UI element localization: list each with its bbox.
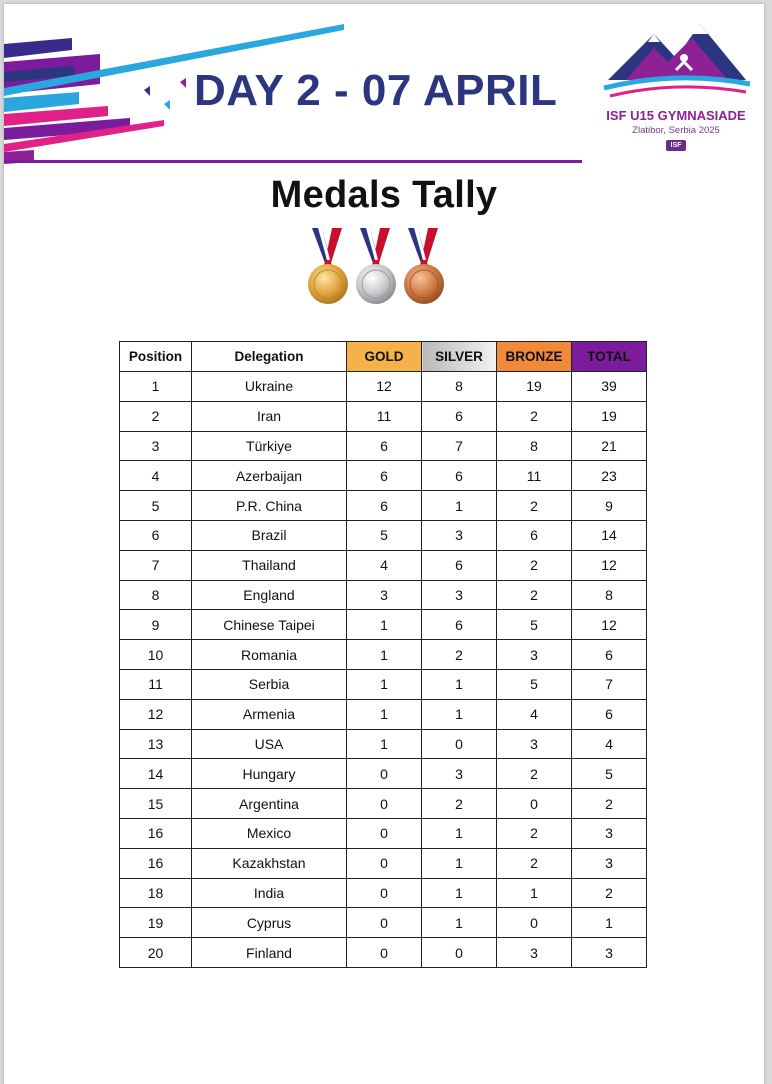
- gold-cell: 1: [347, 640, 422, 670]
- table-row: [120, 372, 647, 402]
- silver-cell: 1: [422, 669, 497, 699]
- table-row: [120, 580, 647, 610]
- delegation-cell: Thailand: [192, 550, 347, 580]
- silver-cell: 8: [422, 372, 497, 402]
- gold-cell: 1: [347, 729, 422, 759]
- table-row: [120, 610, 647, 640]
- day-title: DAY 2 - 07 APRIL: [194, 66, 558, 115]
- silver-cell: 6: [422, 610, 497, 640]
- event-logo: [596, 18, 756, 158]
- bronze-cell: 8: [497, 431, 572, 461]
- table-row: [120, 461, 647, 491]
- mountain-logo-icon: [596, 18, 756, 108]
- position-cell: 2: [120, 401, 192, 431]
- position-cell: 7: [120, 550, 192, 580]
- silver-cell: 3: [422, 580, 497, 610]
- delegation-cell: Romania: [192, 640, 347, 670]
- total-cell: 39: [572, 372, 647, 402]
- delegation-cell: Azerbaijan: [192, 461, 347, 491]
- silver-cell: 7: [422, 431, 497, 461]
- bronze-cell: 2: [497, 759, 572, 789]
- medal-icons-group: [304, 226, 454, 310]
- table-row: [120, 491, 647, 521]
- total-cell: 12: [572, 610, 647, 640]
- table-row: [120, 938, 647, 968]
- total-cell: 3: [572, 818, 647, 848]
- table-body: [120, 372, 647, 968]
- position-cell: 4: [120, 461, 192, 491]
- table-row: [120, 520, 647, 550]
- position-cell: 13: [120, 729, 192, 759]
- gold-cell: 0: [347, 789, 422, 819]
- delegation-cell: Brazil: [192, 520, 347, 550]
- position-cell: 3: [120, 431, 192, 461]
- total-cell: 14: [572, 520, 647, 550]
- table-row: [120, 878, 647, 908]
- delegation-cell: Finland: [192, 938, 347, 968]
- gold-cell: 6: [347, 491, 422, 521]
- position-cell: 1: [120, 372, 192, 402]
- table-row: [120, 818, 647, 848]
- delegation-cell: England: [192, 580, 347, 610]
- table-row: [120, 401, 647, 431]
- total-cell: 1: [572, 908, 647, 938]
- total-cell: 3: [572, 938, 647, 968]
- bronze-cell: 4: [497, 699, 572, 729]
- position-cell: 12: [120, 699, 192, 729]
- page-title: Medals Tally: [270, 174, 498, 216]
- total-cell: 23: [572, 461, 647, 491]
- table-row: [120, 908, 647, 938]
- gold-cell: 0: [347, 818, 422, 848]
- total-cell: 2: [572, 789, 647, 819]
- bronze-cell: 2: [497, 848, 572, 878]
- delegation-cell: Argentina: [192, 789, 347, 819]
- total-cell: 6: [572, 640, 647, 670]
- table-row: [120, 759, 647, 789]
- bronze-cell: 0: [497, 908, 572, 938]
- delegation-cell: Serbia: [192, 669, 347, 699]
- delegation-cell: Türkiye: [192, 431, 347, 461]
- table-row: [120, 669, 647, 699]
- isf-badge: ISF: [666, 140, 686, 151]
- silver-medal-icon: [356, 228, 396, 304]
- silver-cell: 1: [422, 818, 497, 848]
- position-cell: 19: [120, 908, 192, 938]
- total-cell: 12: [572, 550, 647, 580]
- position-column-header: Position: [120, 342, 192, 372]
- silver-cell: 0: [422, 729, 497, 759]
- position-cell: 16: [120, 848, 192, 878]
- position-cell: 6: [120, 520, 192, 550]
- delegation-cell: Kazakhstan: [192, 848, 347, 878]
- bronze-medal-icon: [404, 228, 444, 304]
- gold-cell: 1: [347, 699, 422, 729]
- table-row: [120, 789, 647, 819]
- bronze-cell: 2: [497, 550, 572, 580]
- bronze-cell: 11: [497, 461, 572, 491]
- table-row: [120, 729, 647, 759]
- bronze-cell: 3: [497, 729, 572, 759]
- bronze-cell: 5: [497, 610, 572, 640]
- total-cell: 8: [572, 580, 647, 610]
- bronze-cell: 19: [497, 372, 572, 402]
- bronze-cell: 5: [497, 669, 572, 699]
- bronze-cell: 3: [497, 640, 572, 670]
- silver-cell: 1: [422, 878, 497, 908]
- silver-cell: 3: [422, 759, 497, 789]
- gold-medal-icon: [308, 228, 348, 304]
- gold-cell: 1: [347, 669, 422, 699]
- total-cell: 7: [572, 669, 647, 699]
- delegation-cell: Ukraine: [192, 372, 347, 402]
- position-cell: 14: [120, 759, 192, 789]
- silver-column-header: SILVER: [422, 342, 497, 372]
- bronze-cell: 3: [497, 938, 572, 968]
- table-row: [120, 699, 647, 729]
- table-row: [120, 640, 647, 670]
- event-name: ISF U15 GYMNASIADE: [606, 108, 746, 123]
- total-cell: 9: [572, 491, 647, 521]
- gold-cell: 4: [347, 550, 422, 580]
- bronze-cell: 2: [497, 580, 572, 610]
- gold-cell: 12: [347, 372, 422, 402]
- gold-cell: 0: [347, 759, 422, 789]
- gold-cell: 6: [347, 431, 422, 461]
- document-page: [4, 4, 764, 1084]
- silver-cell: 1: [422, 699, 497, 729]
- gold-cell: 11: [347, 401, 422, 431]
- delegation-cell: P.R. China: [192, 491, 347, 521]
- delegation-column-header: Delegation: [192, 342, 347, 372]
- position-cell: 18: [120, 878, 192, 908]
- silver-cell: 0: [422, 938, 497, 968]
- delegation-cell: Hungary: [192, 759, 347, 789]
- gold-cell: 0: [347, 878, 422, 908]
- medals-table: [119, 341, 647, 968]
- gold-cell: 1: [347, 610, 422, 640]
- gold-cell: 3: [347, 580, 422, 610]
- delegation-cell: Iran: [192, 401, 347, 431]
- silver-cell: 6: [422, 550, 497, 580]
- bronze-cell: 6: [497, 520, 572, 550]
- bronze-cell: 0: [497, 789, 572, 819]
- position-cell: 8: [120, 580, 192, 610]
- silver-cell: 2: [422, 640, 497, 670]
- bronze-cell: 1: [497, 878, 572, 908]
- position-cell: 15: [120, 789, 192, 819]
- total-cell: 19: [572, 401, 647, 431]
- event-location: Zlatibor, Serbia 2025: [632, 125, 720, 136]
- position-cell: 5: [120, 491, 192, 521]
- delegation-cell: Chinese Taipei: [192, 610, 347, 640]
- total-cell: 21: [572, 431, 647, 461]
- position-cell: 16: [120, 818, 192, 848]
- table-row: [120, 848, 647, 878]
- delegation-cell: Mexico: [192, 818, 347, 848]
- delegation-cell: USA: [192, 729, 347, 759]
- position-cell: 9: [120, 610, 192, 640]
- total-cell: 4: [572, 729, 647, 759]
- bronze-column-header: BRONZE: [497, 342, 572, 372]
- gold-cell: 5: [347, 520, 422, 550]
- position-cell: 20: [120, 938, 192, 968]
- position-cell: 10: [120, 640, 192, 670]
- gold-cell: 0: [347, 908, 422, 938]
- table-row: [120, 550, 647, 580]
- silver-cell: 2: [422, 789, 497, 819]
- gold-cell: 0: [347, 848, 422, 878]
- silver-cell: 1: [422, 908, 497, 938]
- gold-cell: 0: [347, 938, 422, 968]
- delegation-cell: Armenia: [192, 699, 347, 729]
- delegation-cell: India: [192, 878, 347, 908]
- bronze-cell: 2: [497, 818, 572, 848]
- total-cell: 2: [572, 878, 647, 908]
- table-row: [120, 431, 647, 461]
- delegation-cell: Cyprus: [192, 908, 347, 938]
- total-cell: 5: [572, 759, 647, 789]
- silver-cell: 1: [422, 491, 497, 521]
- silver-cell: 1: [422, 848, 497, 878]
- total-cell: 6: [572, 699, 647, 729]
- table-header-row: [120, 342, 647, 372]
- gold-cell: 6: [347, 461, 422, 491]
- bronze-cell: 2: [497, 491, 572, 521]
- silver-cell: 6: [422, 461, 497, 491]
- bronze-cell: 2: [497, 401, 572, 431]
- total-cell: 3: [572, 848, 647, 878]
- silver-cell: 3: [422, 520, 497, 550]
- position-cell: 11: [120, 669, 192, 699]
- silver-cell: 6: [422, 401, 497, 431]
- total-column-header: TOTAL: [572, 342, 647, 372]
- gold-column-header: GOLD: [347, 342, 422, 372]
